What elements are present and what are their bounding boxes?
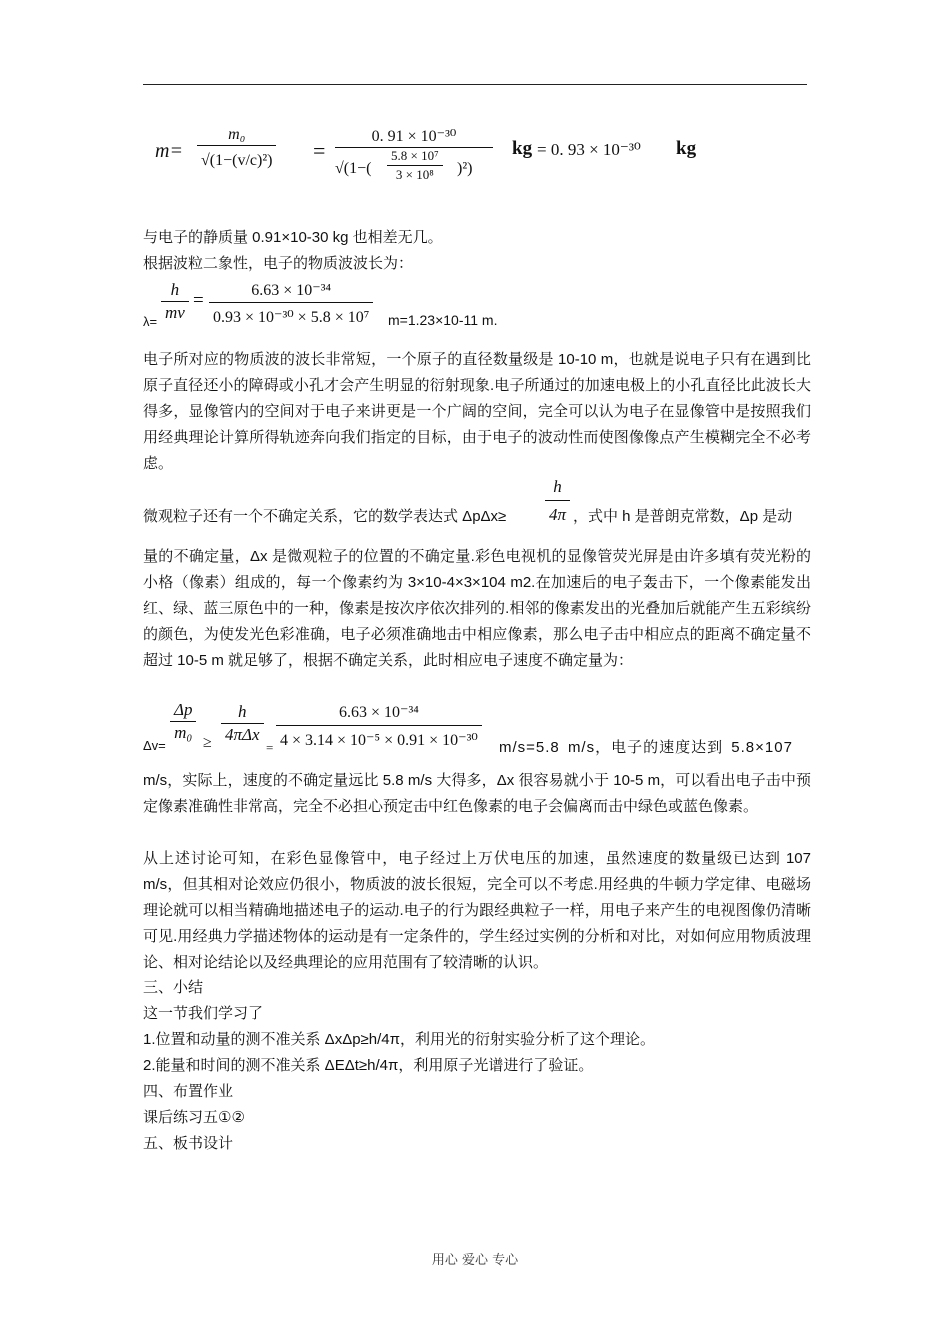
mass-unit-2: kg (676, 138, 697, 159)
mass-f2-root-close: )²) (457, 160, 473, 177)
mass-unit-1: kg (512, 138, 533, 159)
header-rule (143, 84, 807, 85)
section-summary-heading: 三、小结 (143, 979, 204, 996)
uncertainty-denominator: 4π (545, 500, 570, 527)
mass-result: = 0. 93 × 10⁻³⁰ (537, 140, 641, 159)
section-homework-heading: 四、布置作业 (143, 1083, 234, 1100)
dv-f1-numerator: Δp (174, 700, 193, 719)
mass-fraction-2 (335, 126, 493, 191)
summary-item-1: 1.位置和动量的测不准关系 ΔxΔp≥h/4π，利用光的衍射实验分析了这个理论。 (143, 1031, 655, 1048)
mass-f2-denominator (335, 147, 493, 191)
mass-equals: = (313, 138, 326, 163)
mass-f2-inner-denominator: 3 × 10⁸ (387, 165, 443, 183)
pixel-paragraph: 量的不确定量，Δx 是微观粒子的位置的不确定量.彩色电视机的显像管荧光屏是由许多填有荧光粉的小格（像素）组成的，每一个像素约为 3×10-4×3×104 m2.在加速后的电子轰击下，一个像素能发出红、绿、蓝三原色中的一种，像素是按次序依次排列的.相邻的像素发出的光叠加后就能产生五彩缤纷的颜色，为使发光色彩准确，电子必须准确地击中相应像素，那么电子击中相应点的距离不确定量不超过 10-5 m 就足够了，根据不确定关系，此时相应电子速度不确定量为： (143, 548, 811, 669)
mass-f2-numerator: 0. 91 × 10⁻³⁰ (371, 128, 457, 145)
mass-f1-denominator: √(1−(v/c)²) (197, 145, 276, 170)
lambda-equals: = (193, 290, 204, 311)
mass-f2-inner-fraction (387, 148, 443, 183)
wavelength-intro: 根据波粒二象性，电子的物质波波长为： (143, 255, 414, 272)
dv-geq: ≥ (203, 734, 212, 751)
dv-fraction-2 (221, 702, 264, 745)
uncertainty-numerator: h (553, 477, 562, 496)
homework-item: 课后练习五①② (143, 1109, 245, 1126)
wavelength-paragraph: 电子所对应的物质波的波长非常短，一个原子的直径数量级是 10-10 m，也就是说电子只有在遇到比原子直径还小的障碍或小孔才会产生明显的衍射现象.电子所通过的加速电极上的小孔直径比此波长大得多，显像管内的空间对于电子来讲更是一个广阔的空间，完全可以认为电子在显像管中是按照我们用经典理论计算所得轨迹奔向我们指定的目标，由于电子的波动性而使图像像点产生模糊完全不必考虑。 (143, 351, 811, 472)
mass-f1-numerator: m₀ (228, 126, 246, 143)
dv-equals: = (266, 740, 274, 755)
uncertainty-fraction (545, 474, 570, 527)
dv-f3-denominator: 4 × 3.14 × 10⁻⁵ × 0.91 × 10⁻³⁰ (276, 725, 482, 750)
summary-item-2: 2.能量和时间的测不准关系 ΔEΔt≥h/4π，利用原子光谱进行了验证。 (143, 1057, 594, 1074)
dv-f2-numerator: h (238, 702, 247, 721)
mass-f2-root-open: √(1−( (335, 160, 372, 177)
dv-result: m/s=5.8 m/s，电子的速度达到 5.8×107 (499, 739, 793, 756)
accuracy-paragraph: m/s，实际上，速度的不确定量远比 5.8 m/s 大得多，Δx 很容易就小于 10-5 m，可以看出电子击中预定像素准确性非常高，完全不必担心预定击中红色像素的电子会偏离而击中绿色或蓝色像素。 (143, 772, 811, 815)
mass-lhs: m= (155, 140, 183, 162)
lambda-f2-numerator: 6.63 × 10⁻³⁴ (251, 282, 332, 299)
uncertainty-text-pre: 微观粒子还有一个不确定关系，它的数学表达式 ΔpΔx≥ (143, 508, 507, 525)
conclusion-paragraph: 从上述讨论可知，在彩色显像管中，电子经过上万伏电压的加速，虽然速度的数量级已达到 107 m/s，但其相对论效应仍很小，物质波的波长很短，完全可以不考虑.用经典的牛顿力学定律、电磁场理论就可以相当精确地描述电子的运动.电子的行为跟经典粒子一样，用电子来产生的电视图像仍清晰可见.用经典力学描述物体的运动是有一定条件的，学生经过实例的分析和对比，对如何应用物质波理论、相对论结论以及经典理论的应用范围有了较清晰的认识。 (143, 850, 811, 971)
dv-fraction-1 (170, 700, 196, 743)
page-footer: 用心 爱心 专心 (431, 1253, 519, 1268)
uncertainty-text-post: ，式中 h 是普朗克常数，Δp 是动 (573, 508, 793, 525)
lambda-f2-denominator: 0.93 × 10⁻³⁰ × 5.8 × 10⁷ (209, 302, 373, 327)
lambda-f1-denominator: mv (161, 301, 189, 323)
section-board-heading: 五、板书设计 (143, 1135, 234, 1152)
lambda-lhs: λ= (143, 314, 158, 329)
rest-mass-line: 与电子的静质量 0.91×10-30 kg 也相差无几。 (143, 229, 443, 246)
mass-fraction-1 (197, 126, 276, 170)
lambda-f1-numerator: h (170, 280, 180, 299)
dv-fraction-3 (276, 702, 482, 750)
dv-lhs: Δv= (143, 738, 166, 753)
dv-f1-denominator: m₀ (170, 721, 196, 743)
mass-equation (155, 126, 715, 202)
lambda-fraction-1 (161, 280, 189, 323)
mass-f2-inner-numerator: 5.8 × 10⁷ (391, 148, 439, 163)
dv-equation (143, 700, 811, 756)
dv-f3-numerator: 6.63 × 10⁻³⁴ (338, 704, 419, 721)
uncertainty-line (143, 474, 811, 530)
summary-intro: 这一节我们学习了 (143, 1005, 264, 1022)
lambda-result: m=1.23×10-11 m. (388, 312, 498, 328)
lambda-equation (143, 278, 543, 334)
dv-f2-denominator: 4πΔx (221, 723, 264, 745)
lambda-fraction-2 (209, 280, 373, 327)
